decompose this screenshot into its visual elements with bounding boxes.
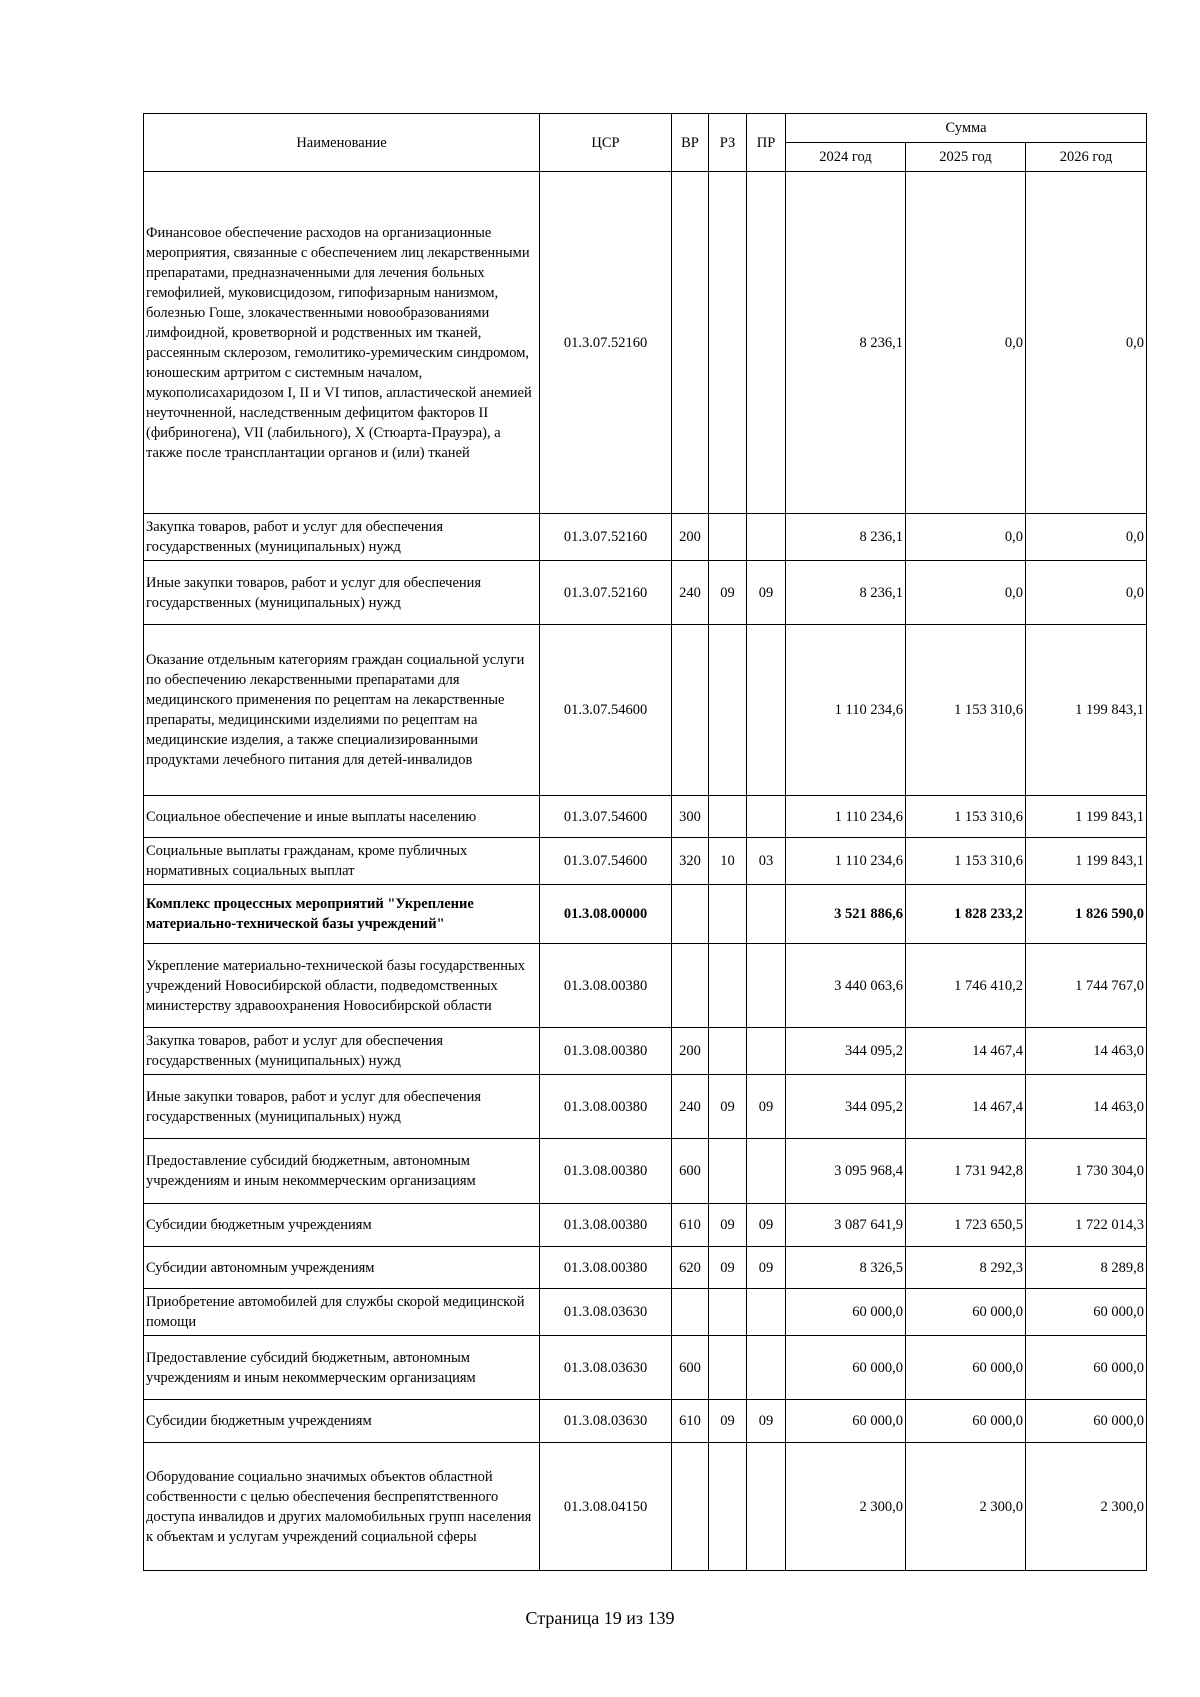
row-sum-2026: 60 000,0 [1026, 1400, 1147, 1443]
row-sum-2025: 14 467,4 [906, 1028, 1026, 1075]
header-2026: 2026 год [1026, 143, 1147, 172]
row-vr: 610 [672, 1204, 709, 1247]
row-name: Закупка товаров, работ и услуг для обеспечения государственных (муниципальных) нужд [144, 514, 540, 561]
row-rz: 10 [709, 838, 747, 885]
row-sum-2024: 3 440 063,6 [786, 944, 906, 1028]
row-vr: 300 [672, 796, 709, 838]
row-sum-2026: 1 730 304,0 [1026, 1139, 1147, 1204]
row-sum-2026: 0,0 [1026, 172, 1147, 514]
header-row-1 [144, 114, 1147, 143]
row-sum-2025: 1 723 650,5 [906, 1204, 1026, 1247]
row-sum-2026: 0,0 [1026, 561, 1147, 625]
row-name: Финансовое обеспечение расходов на организационные мероприятия, связанные с обеспечением лиц лекарственными препаратами, предназначенными для лечения больных гемофилией, муковисцидозом, гипофизарным нанизмом, болезнью Гоше, злокачественными новообразованиями лимфоидной, кроветворной и родственных им тканей, рассеянным склерозом, гемолитико-уремическим синдромом, юношеским артритом с системным началом, мукополисахаридозом I, II и VI типов, апластической анемией неуточненной, наследственным дефицитом факторов II (фибриногена), VII (лабильного), X (Стюарта-Прауэра), а также после трансплантации органов и (или) тканей [144, 172, 540, 514]
row-name: Комплекс процессных мероприятий "Укрепление материально-технической базы учреждений" [144, 885, 540, 944]
row-sum-2024: 344 095,2 [786, 1075, 906, 1139]
table-row [144, 944, 1147, 1028]
row-sum-2026: 1 199 843,1 [1026, 625, 1147, 796]
row-csr: 01.3.07.52160 [540, 561, 672, 625]
row-pr [747, 1289, 786, 1336]
header-2024: 2024 год [786, 143, 906, 172]
table-row [144, 1247, 1147, 1289]
row-pr [747, 514, 786, 561]
table-row [144, 796, 1147, 838]
row-pr [747, 172, 786, 514]
row-sum-2026: 1 722 014,3 [1026, 1204, 1147, 1247]
table-row [144, 885, 1147, 944]
row-sum-2026: 8 289,8 [1026, 1247, 1147, 1289]
row-name: Закупка товаров, работ и услуг для обеспечения государственных (муниципальных) нужд [144, 1028, 540, 1075]
row-rz [709, 625, 747, 796]
row-sum-2024: 60 000,0 [786, 1289, 906, 1336]
row-sum-2024: 3 095 968,4 [786, 1139, 906, 1204]
table-row [144, 1443, 1147, 1571]
row-rz [709, 1139, 747, 1204]
row-csr: 01.3.07.54600 [540, 838, 672, 885]
row-csr: 01.3.07.52160 [540, 172, 672, 514]
row-sum-2026: 60 000,0 [1026, 1336, 1147, 1400]
row-rz [709, 514, 747, 561]
header-pr: ПР [747, 114, 786, 172]
row-sum-2026: 14 463,0 [1026, 1075, 1147, 1139]
row-vr: 200 [672, 1028, 709, 1075]
row-name: Оказание отдельным категориям граждан социальной услуги по обеспечению лекарственными препаратами для медицинского применения по рецептам на лекарственные препараты, медицинскими изделиями по рецептам на медицинские изделия, а также специализированными продуктами лечебного питания для детей-инвалидов [144, 625, 540, 796]
row-rz [709, 1028, 747, 1075]
row-sum-2026: 0,0 [1026, 514, 1147, 561]
row-name: Иные закупки товаров, работ и услуг для обеспечения государственных (муниципальных) нужд [144, 1075, 540, 1139]
row-name: Иные закупки товаров, работ и услуг для обеспечения государственных (муниципальных) нужд [144, 561, 540, 625]
row-sum-2025: 14 467,4 [906, 1075, 1026, 1139]
row-vr [672, 944, 709, 1028]
table-body [144, 172, 1147, 1571]
row-vr: 240 [672, 561, 709, 625]
row-sum-2025: 60 000,0 [906, 1336, 1026, 1400]
row-csr: 01.3.08.03630 [540, 1289, 672, 1336]
row-vr: 610 [672, 1400, 709, 1443]
row-rz [709, 885, 747, 944]
header-sum: Сумма [786, 114, 1147, 143]
row-csr: 01.3.07.54600 [540, 796, 672, 838]
row-sum-2026: 1 826 590,0 [1026, 885, 1147, 944]
row-name: Социальные выплаты гражданам, кроме публичных нормативных социальных выплат [144, 838, 540, 885]
row-csr: 01.3.07.54600 [540, 625, 672, 796]
row-rz [709, 1443, 747, 1571]
row-pr: 09 [747, 1204, 786, 1247]
row-sum-2025: 60 000,0 [906, 1289, 1026, 1336]
row-rz [709, 172, 747, 514]
row-sum-2025: 1 828 233,2 [906, 885, 1026, 944]
row-rz [709, 1336, 747, 1400]
row-sum-2025: 2 300,0 [906, 1443, 1026, 1571]
row-csr: 01.3.08.00380 [540, 1247, 672, 1289]
row-csr: 01.3.08.03630 [540, 1336, 672, 1400]
row-pr [747, 625, 786, 796]
table-row [144, 838, 1147, 885]
row-sum-2025: 1 153 310,6 [906, 625, 1026, 796]
row-sum-2024: 1 110 234,6 [786, 838, 906, 885]
table-row [144, 625, 1147, 796]
row-csr: 01.3.08.00380 [540, 1204, 672, 1247]
row-csr: 01.3.08.00000 [540, 885, 672, 944]
row-vr: 320 [672, 838, 709, 885]
row-pr [747, 885, 786, 944]
row-vr [672, 172, 709, 514]
row-pr [747, 1028, 786, 1075]
row-name: Субсидии бюджетным учреждениям [144, 1204, 540, 1247]
row-pr: 03 [747, 838, 786, 885]
row-vr [672, 1289, 709, 1336]
header-vr: ВР [672, 114, 709, 172]
row-sum-2024: 3 521 886,6 [786, 885, 906, 944]
row-pr [747, 1336, 786, 1400]
row-csr: 01.3.08.00380 [540, 1028, 672, 1075]
row-vr: 600 [672, 1336, 709, 1400]
table-row [144, 514, 1147, 561]
row-name: Субсидии бюджетным учреждениям [144, 1400, 540, 1443]
row-sum-2024: 344 095,2 [786, 1028, 906, 1075]
row-sum-2025: 1 731 942,8 [906, 1139, 1026, 1204]
row-vr [672, 885, 709, 944]
row-sum-2024: 1 110 234,6 [786, 625, 906, 796]
row-pr: 09 [747, 1400, 786, 1443]
table-row [144, 1204, 1147, 1247]
row-sum-2025: 1 746 410,2 [906, 944, 1026, 1028]
row-pr [747, 796, 786, 838]
row-sum-2026: 1 199 843,1 [1026, 796, 1147, 838]
row-name: Приобретение автомобилей для службы скорой медицинской помощи [144, 1289, 540, 1336]
budget-table [143, 113, 1147, 1571]
row-sum-2024: 8 326,5 [786, 1247, 906, 1289]
row-rz: 09 [709, 561, 747, 625]
row-sum-2025: 8 292,3 [906, 1247, 1026, 1289]
row-name: Оборудование социально значимых объектов областной собственности с целью обеспечения беспрепятственного доступа инвалидов и других маломобильных групп населения к объектам и услугам учреждений социальной сферы [144, 1443, 540, 1571]
table-row [144, 1400, 1147, 1443]
row-rz: 09 [709, 1204, 747, 1247]
row-sum-2025: 0,0 [906, 561, 1026, 625]
row-rz [709, 796, 747, 838]
row-pr: 09 [747, 1075, 786, 1139]
row-sum-2025: 60 000,0 [906, 1400, 1026, 1443]
row-sum-2025: 1 153 310,6 [906, 838, 1026, 885]
row-sum-2024: 8 236,1 [786, 514, 906, 561]
row-sum-2026: 1 199 843,1 [1026, 838, 1147, 885]
row-rz [709, 1289, 747, 1336]
table-row [144, 172, 1147, 514]
row-vr: 600 [672, 1139, 709, 1204]
row-csr: 01.3.07.52160 [540, 514, 672, 561]
row-sum-2025: 0,0 [906, 172, 1026, 514]
row-name: Предоставление субсидий бюджетным, автономным учреждениям и иным некоммерческим организациям [144, 1139, 540, 1204]
row-csr: 01.3.08.00380 [540, 1139, 672, 1204]
row-vr: 620 [672, 1247, 709, 1289]
row-sum-2024: 1 110 234,6 [786, 796, 906, 838]
row-vr [672, 1443, 709, 1571]
row-pr [747, 1139, 786, 1204]
row-sum-2024: 60 000,0 [786, 1400, 906, 1443]
header-name: Наименование [144, 114, 540, 172]
row-pr: 09 [747, 561, 786, 625]
row-rz: 09 [709, 1075, 747, 1139]
row-sum-2024: 8 236,1 [786, 172, 906, 514]
row-sum-2024: 60 000,0 [786, 1336, 906, 1400]
table-row [144, 1139, 1147, 1204]
row-sum-2025: 0,0 [906, 514, 1026, 561]
row-name: Социальное обеспечение и иные выплаты населению [144, 796, 540, 838]
row-name: Предоставление субсидий бюджетным, автономным учреждениям и иным некоммерческим организациям [144, 1336, 540, 1400]
row-sum-2026: 60 000,0 [1026, 1289, 1147, 1336]
row-sum-2026: 2 300,0 [1026, 1443, 1147, 1571]
table-row [144, 1336, 1147, 1400]
row-rz: 09 [709, 1247, 747, 1289]
header-2025: 2025 год [906, 143, 1026, 172]
table-row [144, 1028, 1147, 1075]
header-csr: ЦСР [540, 114, 672, 172]
row-rz: 09 [709, 1400, 747, 1443]
row-sum-2024: 2 300,0 [786, 1443, 906, 1571]
row-name: Укрепление материально-технической базы государственных учреждений Новосибирской области, подведомственных министерству здравоохранения Новосибирской области [144, 944, 540, 1028]
row-csr: 01.3.08.03630 [540, 1400, 672, 1443]
table-row [144, 1075, 1147, 1139]
table-row [144, 1289, 1147, 1336]
row-rz [709, 944, 747, 1028]
header-rz: РЗ [709, 114, 747, 172]
table-row [144, 561, 1147, 625]
row-sum-2024: 3 087 641,9 [786, 1204, 906, 1247]
row-csr: 01.3.08.00380 [540, 944, 672, 1028]
row-vr: 240 [672, 1075, 709, 1139]
row-pr [747, 944, 786, 1028]
row-sum-2026: 1 744 767,0 [1026, 944, 1147, 1028]
row-vr: 200 [672, 514, 709, 561]
row-vr [672, 625, 709, 796]
row-sum-2026: 14 463,0 [1026, 1028, 1147, 1075]
row-csr: 01.3.08.00380 [540, 1075, 672, 1139]
row-name: Субсидии автономным учреждениям [144, 1247, 540, 1289]
row-pr [747, 1443, 786, 1571]
row-pr: 09 [747, 1247, 786, 1289]
row-sum-2024: 8 236,1 [786, 561, 906, 625]
page-number: Страница 19 из 139 [525, 1608, 675, 1628]
row-sum-2025: 1 153 310,6 [906, 796, 1026, 838]
row-csr: 01.3.08.04150 [540, 1443, 672, 1571]
